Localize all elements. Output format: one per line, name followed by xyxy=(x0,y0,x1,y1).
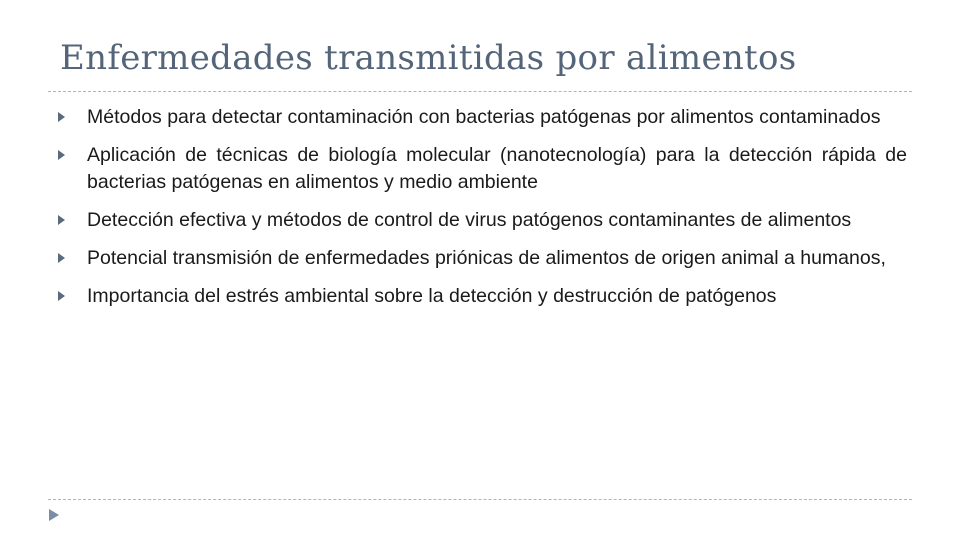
bullet-text: Importancia del estrés ambiental sobre la detección y destrucción de patógenos xyxy=(87,285,777,307)
triangle-right-icon xyxy=(58,253,65,263)
triangle-right-icon xyxy=(58,150,65,160)
bullet-item xyxy=(57,104,907,131)
bullet-item xyxy=(57,245,907,272)
bullet-item xyxy=(57,207,907,234)
footer-divider xyxy=(48,499,912,500)
bullet-text: Métodos para detectar contaminación con bacterias patógenas por alimentos contaminados xyxy=(87,106,881,128)
slide-title: Enfermedades transmitidas por alimentos xyxy=(60,38,797,78)
corner-arrow-icon xyxy=(49,509,59,521)
bullet-item xyxy=(57,142,907,196)
bullet-text: Aplicación de técnicas de biología molecular (nanotecnología) para la detección rápida de bacterias patógenas en alimentos y medio ambiente xyxy=(87,144,907,193)
bullet-list xyxy=(57,104,907,321)
bullet-item xyxy=(57,283,907,310)
bullet-text: Potencial transmisión de enfermedades priónicas de alimentos de origen animal a humanos, xyxy=(87,247,886,269)
bullet-text: Detección efectiva y métodos de control de virus patógenos contaminantes de alimentos xyxy=(87,209,852,231)
triangle-right-icon xyxy=(58,291,65,301)
title-divider xyxy=(48,91,912,92)
triangle-right-icon xyxy=(58,215,65,225)
triangle-right-icon xyxy=(58,112,65,122)
